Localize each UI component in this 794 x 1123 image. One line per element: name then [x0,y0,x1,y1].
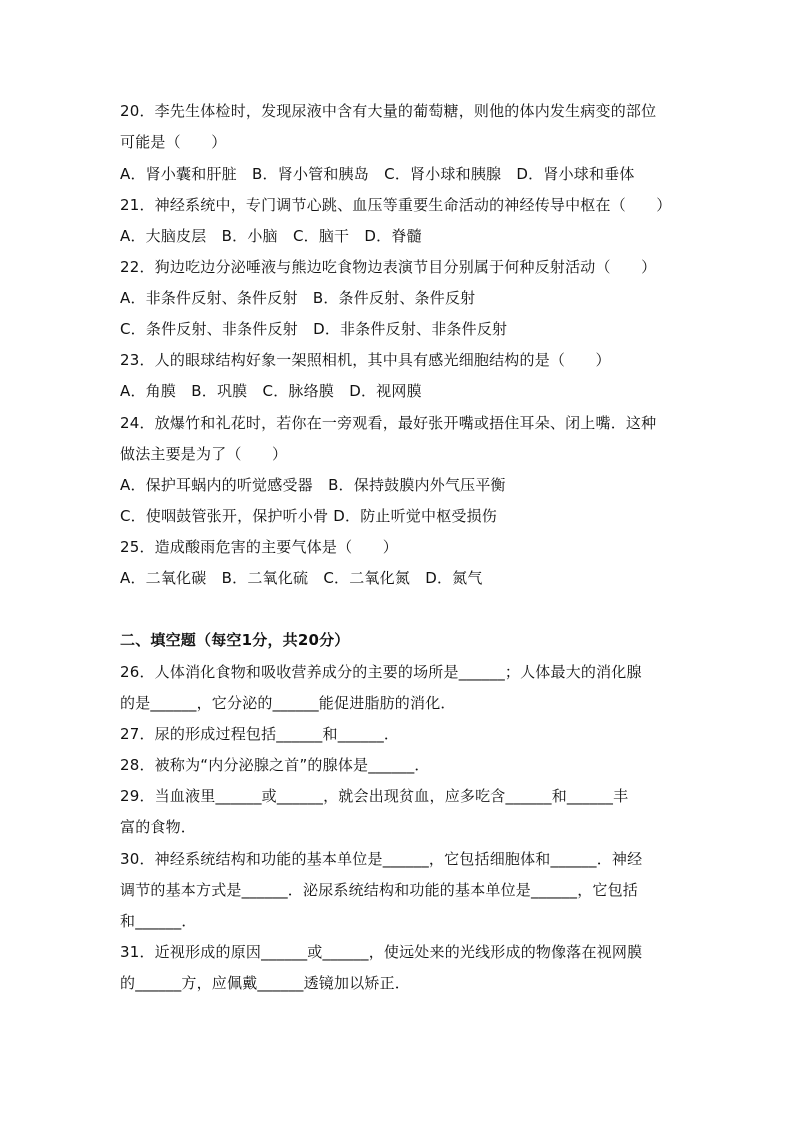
question-22: 22．狗边吃边分泌唾液与熊边吃食物边表演节目分别属于何种反射活动（ ） [120,258,657,276]
question-27: 27．尿的形成过程包括______和______． [120,725,400,743]
question-21-options: A．大脑皮层 B．小脑 C．脑干 D．脊髓 [120,227,422,245]
question-30-line-1: 30．神经系统结构和功能的基本单位是______，它包括细胞体和______．神经 [120,850,643,868]
question-26-line-2: 的是______，它分泌的______能促进脂肪的消化． [120,694,456,712]
question-23: 23．人的眼球结构好象一架照相机，其中具有感光细胞结构的是（ ） [120,351,611,369]
section-heading-fill-in: 二、填空题（每空1分，共20分） [120,631,350,649]
question-31-line-2: 的______方，应佩戴______透镜加以矫正． [120,974,411,992]
question-24-line-2: 做法主要是为了（ ） [120,445,288,463]
question-24-options-cd: C．使咽鼓管张开，保护听小骨 D．防止听觉中枢受损伤 [120,507,497,525]
question-23-options: A．角膜 B．巩膜 C．脉络膜 D．视网膜 [120,382,422,400]
question-24-line-1: 24．放爆竹和礼花时，若你在一旁观看，最好张开嘴或捂住耳朵、闭上嘴．这种 [120,414,657,432]
question-20-line-1: 20．李先生体检时，发现尿液中含有大量的葡萄糖，则他的体内发生病变的部位 [120,102,657,120]
question-29-line-2: 富的食物． [120,818,197,836]
question-25-options: A．二氧化碳 B．二氧化硫 C．二氧化氮 D．氮气 [120,569,483,587]
question-29-line-1: 29．当血液里______或______，就会出现贫血，应多吃含______和______丰 [120,787,629,805]
question-28: 28．被称为“内分泌腺之首”的腺体是______． [120,756,430,774]
question-24-options-ab: A．保护耳蜗内的听觉感受器 B．保持鼓膜内外气压平衡 [120,476,506,494]
question-25: 25．造成酸雨危害的主要气体是（ ） [120,538,398,556]
question-21: 21．神经系统中，专门调节心跳、血压等重要生命活动的神经传导中枢在（ ） [120,196,672,214]
question-22-options-cd: C．条件反射、非条件反射 D．非条件反射、非条件反射 [120,320,508,338]
question-20-line-2: 可能是（ ） [120,133,227,151]
question-30-line-3: 和______． [120,912,197,930]
question-22-options-ab: A．非条件反射、条件反射 B．条件反射、条件反射 [120,289,476,307]
question-26-line-1: 26．人体消化食物和吸收营养成分的主要的场所是______；人体最大的消化腺 [120,663,642,681]
question-31-line-1: 31．近视形成的原因______或______，使远处来的光线形成的物像落在视网膜 [120,943,643,961]
question-30-line-2: 调节的基本方式是______．泌尿系统结构和功能的基本单位是______，它包括 [120,881,639,899]
question-20-options: A．肾小囊和肝脏 B．肾小管和胰岛 C．肾小球和胰腺 D．肾小球和垂体 [120,165,635,183]
